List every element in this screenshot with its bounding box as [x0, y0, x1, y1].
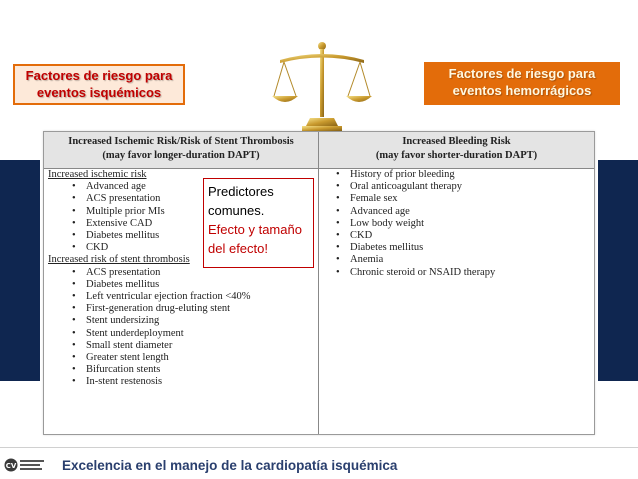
list-item: • Diabetes mellitus [72, 279, 316, 291]
list-item: • Advanced age [336, 206, 588, 218]
list-item: • Small stent diameter [72, 340, 316, 352]
ischemic-header [44, 135, 318, 163]
table-header [44, 132, 594, 169]
bleeding-header [319, 135, 594, 163]
list-item: • Low body weight [336, 218, 588, 230]
right-side-bar [598, 160, 638, 381]
list-item: • Left ventricular ejection fraction <40% [72, 291, 316, 303]
list-item: • In-stent restenosis [72, 376, 316, 388]
list-item: • Extensive CAD [72, 218, 316, 230]
list-item: • Greater stent length [72, 352, 316, 364]
ischemic-header-subtitle: (may favor longer-duration DAPT) [102, 150, 260, 161]
list-item: • Diabetes mellitus [72, 230, 316, 242]
list-item: • Anemia [336, 254, 588, 266]
list-item: • Bifurcation stents [72, 364, 316, 376]
left-side-bar [0, 160, 40, 381]
list-item: • History of prior bleeding [336, 169, 588, 181]
bleeding-box-line1: Factores de riesgo para [448, 66, 596, 81]
list-item: • ACS presentation [72, 267, 316, 279]
cvt-logo [4, 456, 46, 474]
list-item: • First-generation drug-eluting stent [72, 303, 316, 315]
ischemic-header-title: Increased Ischemic Risk/Risk of Stent Thrombosis [68, 136, 294, 147]
balance-scale-icon [270, 40, 374, 132]
svg-text:CV: CV [5, 462, 17, 470]
stent-thrombosis-section-title: Increased risk of stent thrombosis [48, 254, 190, 266]
list-item: • Chronic steroid or NSAID therapy [336, 267, 588, 279]
list-item: • CKD [72, 242, 316, 254]
ischemic-risk-factors-box [13, 64, 185, 105]
bleeding-box-line2: eventos hemorrágicos [452, 83, 592, 98]
list-item: • Advanced age [72, 181, 316, 193]
ischemic-risk-section-title: Increased ischemic risk [48, 169, 147, 180]
common-predictors-callout [203, 178, 314, 268]
callout-line1: Predictores [208, 184, 274, 199]
list-item: • CKD [336, 230, 588, 242]
risk-factors-table [43, 131, 595, 435]
list-item: • Stent underdeployment [72, 328, 316, 340]
ischemic-box-line1: Factores de riesgo para [25, 68, 173, 83]
list-item: • Multiple prior MIs [72, 206, 316, 218]
list-item: • ACS presentation [72, 193, 316, 205]
callout-line4: del efecto! [208, 241, 268, 256]
list-item: • Oral anticoagulant therapy [336, 181, 588, 193]
bleeding-header-subtitle: (may favor shorter-duration DAPT) [375, 150, 538, 161]
list-item: • Diabetes mellitus [336, 242, 588, 254]
ischemic-box-line2: eventos isquémicos [36, 85, 162, 100]
list-item: • Female sex [336, 193, 588, 205]
bleeding-risk-factors-box [424, 62, 620, 105]
bleeding-risk-list [326, 169, 588, 279]
bleeding-column [326, 169, 588, 279]
column-divider [318, 132, 319, 434]
footer-divider [0, 447, 638, 448]
bleeding-header-title: Increased Bleeding Risk [402, 136, 511, 147]
callout-line3: Efecto y tamaño [208, 222, 302, 237]
stent-thrombosis-list [48, 267, 316, 389]
footer-title: Excelencia en el manejo de la cardiopatía isquémica [62, 458, 398, 473]
callout-line2: comunes. [208, 203, 265, 218]
list-item: • Stent undersizing [72, 315, 316, 327]
